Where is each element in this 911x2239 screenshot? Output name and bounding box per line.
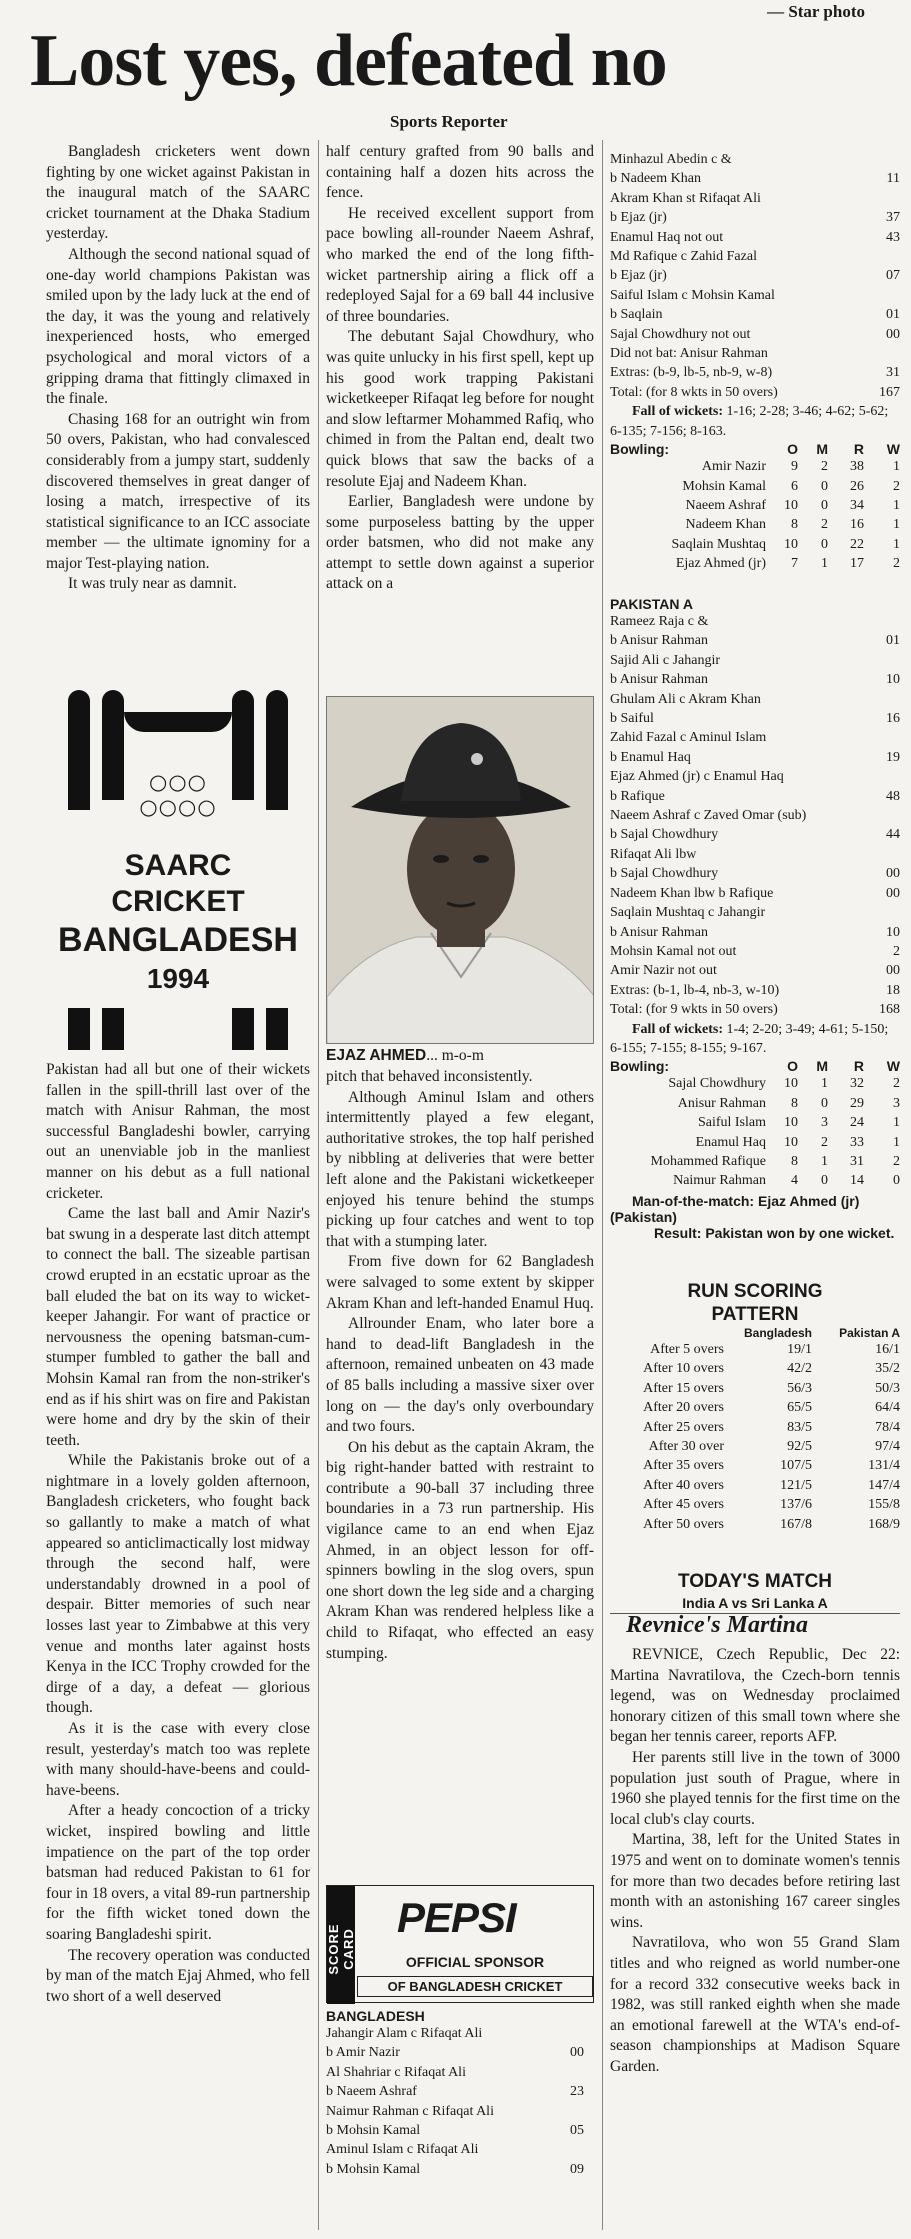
- scorecard-row: [610, 247, 900, 266]
- story-paragraph: While the Pakistanis broke out of a nightmare in a lovely golden afternoon, Bangladesh cricketers, who fought back so gallantly to make a match of what appeared so anticlimactically lost midway through the second half, were understandably drowned in a pool of despair. Bitter memories of such near losses last year to Zimbabwe at this very venue and months later against hosts Kenya in the ICC Trophy crowded for the dirge of a day, a defeat — glorious though.: [46, 1452, 310, 1717]
- logo-text-cricket: CRICKET: [111, 885, 245, 918]
- story-paragraph: The recovery operation was conducted by man of the match Ejaj Ahmed, who fell two short of a well deserved: [46, 1946, 310, 2005]
- runs: 00: [570, 2045, 584, 2061]
- scorecard-row: [610, 383, 900, 402]
- batsman-entry: Md Rafique c Zahid Fazal: [610, 249, 757, 265]
- bowling-figure: 32: [850, 1076, 864, 1092]
- bowling-figure: 10: [784, 1115, 798, 1131]
- score-value: 147/4: [868, 1477, 900, 1493]
- runs: 31: [886, 365, 900, 381]
- runs: 00: [886, 326, 900, 342]
- story-paragraph: Bangladesh cricketers went down fighting by one wicket against Pakistan in the inaugural match of the SAARC cricket tournament at the Dhaka Stadium yesterday.: [46, 143, 310, 243]
- scorecard-row: [610, 1000, 900, 1019]
- score-value: 137/6: [780, 1497, 812, 1513]
- bowler-name: Amir Nazir: [701, 459, 766, 475]
- bowling-figure: 10: [784, 1076, 798, 1092]
- score-value: 83/5: [787, 1419, 812, 1435]
- bowling-header-cell: Bowling:: [610, 441, 670, 458]
- story-paragraph: The debutant Sajal Chowdhury, who was quite unlucky in his first spell, kept up his good work trapping Pakistani wicketkeeper Rifaqat leg before for nought and slow leftarmer Mohammed Rafiq, who chimed in from the Paltan end, dealt two quick blows that saw the backs of a resolute Ejaj and Nadeem Khan.: [326, 328, 594, 490]
- batsman-entry: Total: (for 8 wkts in 50 overs): [610, 384, 778, 400]
- scorecard-row: [610, 961, 900, 980]
- runs: 01: [886, 307, 900, 323]
- bowling-figure: 14: [850, 1173, 864, 1189]
- bowling-header-cell: O: [787, 1058, 798, 1075]
- batsman-entry: Ghulam Ali c Akram Khan: [610, 691, 761, 707]
- batsman-entry: Rifaqat Ali lbw: [610, 846, 697, 862]
- bowler-name: Naimur Rahman: [673, 1173, 766, 1189]
- story-paragraph: REVNICE, Czech Republic, Dec 22: Martina Navratilova, the Czech-born tennis legend, was on Wednesday proclaimed honorary citizen of this small town where she began her tennis career, reports AFP.: [610, 1646, 900, 1746]
- over-label: After 20 overs: [643, 1400, 724, 1416]
- runs: 167: [879, 384, 900, 400]
- story-paragraph: Although Aminul Islam and others intermittently played a few elegant, authoritative strokes, the top half perished by nibbling at deliveries that were better left alone and the Pakistani wicketkeeper enjoyed his tenure behind the stumps picking up four catches and went to top that with a stumping later.: [326, 1088, 594, 1250]
- batsman-entry: b Ejaz (jr): [610, 210, 667, 226]
- bowler-name: Mohammed Rafique: [650, 1153, 766, 1169]
- scorecard-row: [326, 2024, 584, 2043]
- score-card-label: SCORE CARD: [327, 1886, 355, 2004]
- score-value: 65/5: [787, 1400, 812, 1416]
- scorecard-row: [610, 670, 900, 689]
- runs: 00: [886, 963, 900, 979]
- saarc-cricket-logo: [46, 690, 310, 1050]
- batsman-entry: b Amir Nazir: [326, 2045, 400, 2061]
- batsman-entry: b Rafique: [610, 788, 665, 804]
- score-value: 121/5: [780, 1477, 812, 1493]
- bowler-name: Naeem Ashraf: [685, 497, 766, 513]
- scorecard-row: [610, 767, 900, 786]
- runs: 00: [886, 866, 900, 882]
- runs: 11: [886, 171, 900, 187]
- byline: Sports Reporter: [390, 112, 508, 131]
- batsman-entry: b Enamul Haq: [610, 749, 691, 765]
- story-paragraph: pitch that behaved inconsistently.: [326, 1068, 533, 1085]
- bowling-figure: 8: [791, 517, 798, 533]
- bowling-figure: 2: [821, 517, 828, 533]
- logo-text-saarc: SAARC: [124, 849, 232, 882]
- story-paragraph: half century grafted from 90 balls and containing half a dozen hits across the fence.: [326, 143, 594, 202]
- headline: Lost yes, defeated no: [30, 20, 667, 102]
- runs: 07: [886, 268, 900, 284]
- batsman-entry: Sajal Chowdhury not out: [610, 326, 751, 342]
- caption-text: ... m-o-m: [426, 1047, 484, 1064]
- batsman-entry: b Naeem Ashraf: [326, 2084, 417, 2100]
- pepsi-logo: PEPSI: [397, 1894, 516, 1941]
- photo-credit: — Star photo: [767, 2, 865, 22]
- score-value: 56/3: [787, 1380, 812, 1396]
- sponsor-line-1: OFFICIAL SPONSOR: [405, 1954, 545, 1970]
- score-value: 97/4: [875, 1439, 900, 1455]
- bowling-figure: 31: [850, 1153, 864, 1169]
- scorecard-row: [326, 2063, 584, 2082]
- batsman-entry: Mohsin Kamal not out: [610, 943, 737, 959]
- column-rule: [318, 140, 319, 2230]
- bowling-header-cell: R: [853, 441, 864, 458]
- scorecard-row: [610, 325, 900, 344]
- bowling-figure: 7: [791, 556, 798, 572]
- run-scoring-pattern: [610, 1280, 900, 1534]
- batsman-entry: b Saqlain: [610, 307, 663, 323]
- bowling-header-cell: Bowling:: [610, 1058, 670, 1075]
- batsman-entry: Akram Khan st Rifaqat Ali: [610, 190, 761, 206]
- score-value: 35/2: [875, 1361, 900, 1377]
- bangladesh-scorecard-part1: [326, 2008, 584, 2179]
- runs: 18: [886, 982, 900, 998]
- player-photo: [326, 696, 594, 1044]
- bowling-header-cell: R: [853, 1058, 864, 1075]
- runs: 43: [886, 229, 900, 245]
- batsman-entry: Nadeem Khan lbw b Rafique: [610, 885, 774, 901]
- score-value: 78/4: [875, 1419, 900, 1435]
- bowling-header-cell: M: [816, 441, 828, 458]
- runs: 05: [570, 2123, 584, 2139]
- scorecard-row: [610, 690, 900, 709]
- runs: 48: [886, 788, 900, 804]
- bowling-figure: 1: [893, 459, 900, 475]
- bowling-header-cell: M: [816, 1058, 828, 1075]
- story-paragraph: Navratilova, who won 55 Grand Slam titles and who reigned as world number-one for a record 332 consecutive weeks back in 1982, was still ranked eighth when she made an emotional farewell at the WTA's end-of-season championships at Madison Square Garden.: [610, 1934, 900, 2075]
- bowling-figure: 0: [893, 1173, 900, 1189]
- batsman-entry: Zahid Fazal c Aminul Islam: [610, 730, 767, 746]
- story-paragraph: Earlier, Bangladesh were undone by some purposeless batting by the upper order batsmen, who did not make any attempt to settle down against a superior attack on a: [326, 493, 594, 593]
- bowler-name: Nadeem Khan: [685, 517, 766, 533]
- bowling-figure: 0: [821, 1173, 828, 1189]
- over-label: After 5 overs: [650, 1342, 724, 1357]
- scorecard-row: [326, 2140, 584, 2159]
- bowling-figure: 10: [784, 497, 798, 513]
- over-label: After 30 over: [648, 1439, 724, 1455]
- scorecard-row: [610, 728, 900, 747]
- bowling-figure: 2: [893, 1153, 900, 1169]
- over-label: After 35 overs: [643, 1458, 724, 1474]
- story-headline: Revnice's Martina: [626, 1612, 809, 1638]
- scorecard-row: [610, 169, 900, 188]
- score-value: 155/8: [868, 1497, 900, 1513]
- story-column-1-bottom: [46, 1060, 310, 2239]
- scorecard-row: [610, 864, 900, 883]
- bowling-figure: 24: [850, 1115, 864, 1131]
- fall-of-wickets: Fall of wickets: 1-4; 2-20; 3-49; 4-61; 5-150; 6-155; 7-155; 8-155; 9-167.: [610, 1021, 889, 1056]
- bowler-name: Saiful Islam: [697, 1115, 766, 1131]
- scorecard-row: [610, 787, 900, 806]
- scorecard-row: [610, 286, 900, 305]
- bowling-figure: 26: [850, 478, 864, 494]
- bowling-figure: 10: [784, 1134, 798, 1150]
- score-value: 16/1: [875, 1342, 900, 1357]
- bowling-figure: 33: [850, 1134, 864, 1150]
- score-value: 50/3: [875, 1380, 900, 1396]
- martina-story: [610, 1645, 900, 2239]
- batsman-entry: b Anisur Rahman: [610, 633, 708, 649]
- bowling-header-cell: W: [886, 1058, 900, 1075]
- bowling-figure: 2: [893, 556, 900, 572]
- bowling-figure: 3: [821, 1115, 828, 1131]
- story-column-2-top: [326, 142, 594, 682]
- bowling-table: [610, 441, 900, 573]
- batsman-entry: b Nadeem Khan: [610, 171, 701, 187]
- scorecard-row: [610, 845, 900, 864]
- runs: 37: [886, 210, 900, 226]
- scorecard-row: [610, 612, 900, 631]
- scorecard-row: [326, 2082, 584, 2101]
- batsman-entry: b Ejaz (jr): [610, 268, 667, 284]
- runs: 00: [886, 885, 900, 901]
- batsman-entry: Extras: (b-9, lb-5, nb-9, w-8): [610, 365, 773, 381]
- batsman-entry: Naimur Rahman c Rifaqat Ali: [326, 2103, 494, 2119]
- story-paragraph: From five down for 62 Bangladesh were salvaged to some extent by skipper Akram Khan and left-handed Enamul Huq.: [326, 1253, 594, 1312]
- bowler-name: Saqlain Mushtaq: [671, 536, 766, 552]
- section-title: RUN SCORING PATTERN: [687, 1281, 823, 1325]
- bowling-figure: 1: [893, 1134, 900, 1150]
- runs: 09: [570, 2161, 584, 2177]
- bowling-figure: 9: [791, 459, 798, 475]
- batsman-entry: Al Shahriar c Rifaqat Ali: [326, 2064, 466, 2080]
- caption-name: EJAZ AHMED: [326, 1047, 427, 1064]
- column-header: Pakistan A: [839, 1326, 900, 1340]
- bowling-figure: 6: [791, 478, 798, 494]
- batsman-entry: b Saiful: [610, 711, 654, 727]
- scorecard-row: [610, 981, 900, 1000]
- fixture: India A vs Sri Lanka A: [682, 1595, 828, 1611]
- bowling-figure: 0: [821, 497, 828, 513]
- bowling-figure: 1: [893, 497, 900, 513]
- story-paragraph: He received excellent support from pace bowling all-rounder Naeem Ashraf, who marked the end of the long fifth-wicket partnership airing a flick off a redeployed Sajal for a 69 ball 44 inclusive of three boundaries.: [326, 204, 594, 325]
- bowling-figure: 2: [821, 1134, 828, 1150]
- story-paragraph: Pakistan had all but one of their wickets fallen in the spill-thrill last over of the match with Anisur Rahman, the most successful Bangladeshi bowler, carrying out an unenviable job in the manliest manner on his debut as a full national cricketer.: [46, 1061, 310, 1202]
- story-column-1-top: [46, 142, 310, 682]
- over-label: After 45 overs: [643, 1497, 724, 1513]
- scorecard-row: [326, 2121, 584, 2140]
- story-paragraph: Allrounder Enam, who later bore a hand to dead-lift Bangladesh in the afternoon, remained unbeaten on 43 made of 85 balls including a massive sixer over long on — the day's only overboundary and two fours.: [326, 1315, 594, 1436]
- runs: 168: [879, 1002, 900, 1018]
- bowling-figure: 2: [893, 1076, 900, 1092]
- column-rule: [602, 140, 603, 2230]
- over-label: After 50 overs: [643, 1516, 724, 1532]
- todays-match: [610, 1570, 900, 1613]
- scorecard-row: [326, 2043, 584, 2062]
- logo-text-year: 1994: [146, 963, 210, 994]
- scorecard-row: [610, 709, 900, 728]
- bowling-figure: 3: [893, 1095, 900, 1111]
- scorecard-row: [610, 651, 900, 670]
- score-value: 92/5: [787, 1439, 812, 1455]
- runs: 16: [886, 711, 900, 727]
- score-value: 131/4: [868, 1458, 900, 1474]
- scorecard-row: [610, 363, 900, 382]
- score-value: 167/8: [780, 1516, 812, 1532]
- story-paragraph: It was truly near as damnit.: [68, 575, 237, 593]
- bowling-figure: 8: [791, 1153, 798, 1169]
- scorecard-title: BANGLADESH: [326, 2008, 425, 2024]
- photo-caption: [326, 1046, 594, 1067]
- scorecard-row: [326, 2160, 584, 2179]
- bowling-table: [610, 1058, 900, 1190]
- over-label: After 40 overs: [643, 1477, 724, 1493]
- bowling-figure: 16: [850, 517, 864, 533]
- rings-icon: ○○○ ○○○○: [139, 770, 217, 819]
- story-paragraph: Martina, 38, left for the United States in 1975 and went on to dominate women's tennis for more than two decades before retiring last month with an astonishing 167 career singles wins.: [610, 1831, 900, 1931]
- bowling-figure: 0: [821, 536, 828, 552]
- bowling-header-cell: O: [787, 441, 798, 458]
- bowling-figure: 38: [850, 459, 864, 475]
- header-spacer: [610, 1326, 724, 1340]
- story-paragraph: Chasing 168 for an outright win from 50 overs, Pakistan, who had convalesced considerably from a jumpy start, suddenly discovered themselves in great danger of losing a match, irrespective of its statistical significance to an ICC associate member — the ultimate ignominy for a major Test-playing nation.: [46, 410, 310, 572]
- scorecard-row: [610, 884, 900, 903]
- bowling-figure: 8: [791, 1095, 798, 1111]
- scorecard-row: [610, 150, 900, 169]
- batsman-entry: b Anisur Rahman: [610, 924, 708, 940]
- batsman-entry: Minhazul Abedin c &: [610, 152, 732, 167]
- batsman-entry: Enamul Haq not out: [610, 229, 724, 245]
- batsman-entry: Naeem Ashraf c Zaved Omar (sub): [610, 808, 807, 824]
- batsman-entry: b Mohsin Kamal: [326, 2123, 421, 2139]
- story-paragraph: Although the second national squad of one-day world champions Pakistan was smiled upon by the lady luck at the end of the day, it was the young and relatively inexperienced hosts, who emerged psychological and moral victors of a gripping drama that fittingly climaxed in the finale.: [46, 245, 310, 408]
- bowling-figure: 4: [791, 1173, 798, 1189]
- bowling-figure: 0: [821, 1095, 828, 1111]
- section-title: TODAY'S MATCH: [677, 1571, 833, 1592]
- batsman-entry: Rameez Raja c &: [610, 614, 709, 629]
- bowling-figure: 1: [821, 1153, 828, 1169]
- man-of-the-match: Man-of-the-match: Ejaz Ahmed (jr) (Pakistan): [610, 1192, 860, 1225]
- batsman-entry: Total: (for 9 wkts in 50 overs): [610, 1002, 778, 1018]
- over-label: After 15 overs: [643, 1380, 724, 1396]
- scorecard-row: [326, 2102, 584, 2121]
- scorecard-row: [610, 942, 900, 961]
- scorecard-row: [610, 228, 900, 247]
- scorecard-row: [610, 631, 900, 650]
- scorecard-row: [610, 208, 900, 227]
- runs: 10: [886, 672, 900, 688]
- batsman-entry: b Sajal Chowdhury: [610, 866, 719, 882]
- bowler-name: Mohsin Kamal: [682, 478, 766, 494]
- scorecard-row: [610, 189, 900, 208]
- over-label: After 10 overs: [643, 1361, 724, 1377]
- pepsi-scorecard-ad: [326, 1885, 594, 2003]
- scorecard-row: [610, 344, 900, 363]
- bowling-figure: 1: [821, 556, 828, 572]
- bowling-figure: 17: [850, 556, 864, 572]
- bowling-header-cell: W: [886, 441, 900, 458]
- sponsor-line-2: OF BANGLADESH CRICKET: [357, 1976, 593, 1997]
- match-result: Result: Pakistan won by one wicket.: [654, 1224, 895, 1241]
- story-paragraph: Came the last ball and Amir Nazir's bat swung in a desperate last ditch attempt to connect the ball. The sizeable partisan crowd erupted in an ecstatic uproar as the ball eluded the bat on its way to wicket-keeper Jahangir. For want of practice or nervousness the opening batsman-cum-stumper fumbled to gather the ball and Mohsin Kamal ran from the non-striker's end as if his shirt was on fire and Pakistan were home and dry by the skin of their teeth.: [46, 1205, 310, 1449]
- story-paragraph: As it is the case with every close result, yesterday's match too was replete with many should-have-beens and could-have-beens.: [46, 1720, 310, 1799]
- runs: 44: [886, 827, 900, 843]
- scorecard-row: [610, 806, 900, 825]
- story-paragraph: On his debut as the captain Akram, the big right-hander batted with restraint to contribute a 90-ball 37 including three boundaries in a 73 run partnership. His vigilance came to an end when Ejaz Ahmed, in an object lesson for off-spinners bowling in the slog overs, spun one short down the leg side and a charging Akram Khan was rendered helpless like a child to Rifaqat, who effected an easy stumping.: [326, 1438, 594, 1662]
- bowler-name: Anisur Rahman: [677, 1095, 766, 1111]
- bowling-figure: 1: [893, 1115, 900, 1131]
- runs: 10: [886, 924, 900, 940]
- story-paragraph: Her parents still live in the town of 3000 population just south of Prague, where in 1960 she played tennis for the first time on the local club's clay courts.: [610, 1748, 900, 1828]
- bowling-figure: 1: [821, 1076, 828, 1092]
- bowling-figure: 2: [821, 459, 828, 475]
- bowler-name: Ejaz Ahmed (jr): [675, 556, 766, 572]
- fall-of-wickets: Fall of wickets: 1-16; 2-28; 3-46; 4-62; 5-62; 6-135; 7-156; 8-163.: [610, 404, 889, 439]
- bowling-figure: 0: [821, 478, 828, 494]
- bowling-figure: 29: [850, 1095, 864, 1111]
- batsman-entry: Ejaz Ahmed (jr) c Enamul Haq: [610, 769, 784, 785]
- bowling-figure: 1: [893, 536, 900, 552]
- bowler-name: Sajal Chowdhury: [668, 1076, 766, 1092]
- logo-text-bangladesh: BANGLADESH: [58, 921, 298, 959]
- score-value: 19/1: [787, 1342, 812, 1357]
- column-header: Bangladesh: [743, 1326, 812, 1340]
- score-value: 168/9: [868, 1516, 900, 1532]
- pakistan-scorecard: [610, 596, 900, 1241]
- runs: 01: [886, 633, 900, 649]
- batsman-entry: Did not bat: Anisur Rahman: [610, 346, 768, 362]
- scorecard-title: PAKISTAN A: [610, 596, 693, 612]
- batsman-entry: Extras: (b-1, lb-4, nb-3, w-10): [610, 982, 780, 998]
- batsman-entry: b Mohsin Kamal: [326, 2161, 421, 2177]
- batsman-entry: b Sajal Chowdhury: [610, 827, 719, 843]
- bowling-figure: 34: [850, 497, 864, 513]
- story-column-2-bottom: [326, 1067, 594, 1881]
- bowling-figure: 22: [850, 536, 864, 552]
- bowler-name: Enamul Haq: [695, 1134, 766, 1150]
- scorecard-row: [610, 903, 900, 922]
- batsman-entry: Saiful Islam c Mohsin Kamal: [610, 287, 775, 303]
- story-paragraph: After a heady concoction of a tricky wicket, inspired bowling and little impatience on the part of the top order batsman had reduced Pakistan to 61 for four in 18 overs, a vital 89-run partnership for the fifth wicket toned down the soaring Bangladeshi spirit.: [46, 1802, 310, 1943]
- runs: 23: [570, 2084, 584, 2100]
- scorecard-row: [610, 825, 900, 844]
- bowling-figure: 1: [893, 517, 900, 533]
- batsman-entry: b Anisur Rahman: [610, 672, 708, 688]
- score-value: 42/2: [787, 1361, 812, 1377]
- batsman-entry: Saqlain Mushtaq c Jahangir: [610, 905, 766, 921]
- scorecard-row: [610, 748, 900, 767]
- score-value: 107/5: [780, 1458, 812, 1474]
- batsman-entry: Amir Nazir not out: [610, 963, 717, 979]
- scorecard-row: [610, 923, 900, 942]
- bowling-figure: 10: [784, 536, 798, 552]
- batsman-entry: Jahangir Alam c Rifaqat Ali: [326, 2026, 483, 2041]
- over-label: After 25 overs: [643, 1419, 724, 1435]
- batsman-entry: Sajid Ali c Jahangir: [610, 652, 721, 668]
- score-value: 64/4: [875, 1400, 900, 1416]
- scorecard-row: [610, 266, 900, 285]
- runs: 2: [893, 943, 900, 959]
- bangladesh-scorecard-part2: [610, 150, 900, 574]
- batsman-entry: Aminul Islam c Rifaqat Ali: [326, 2142, 479, 2158]
- bowling-figure: 2: [893, 478, 900, 494]
- runs: 19: [886, 749, 900, 765]
- scorecard-row: [610, 305, 900, 324]
